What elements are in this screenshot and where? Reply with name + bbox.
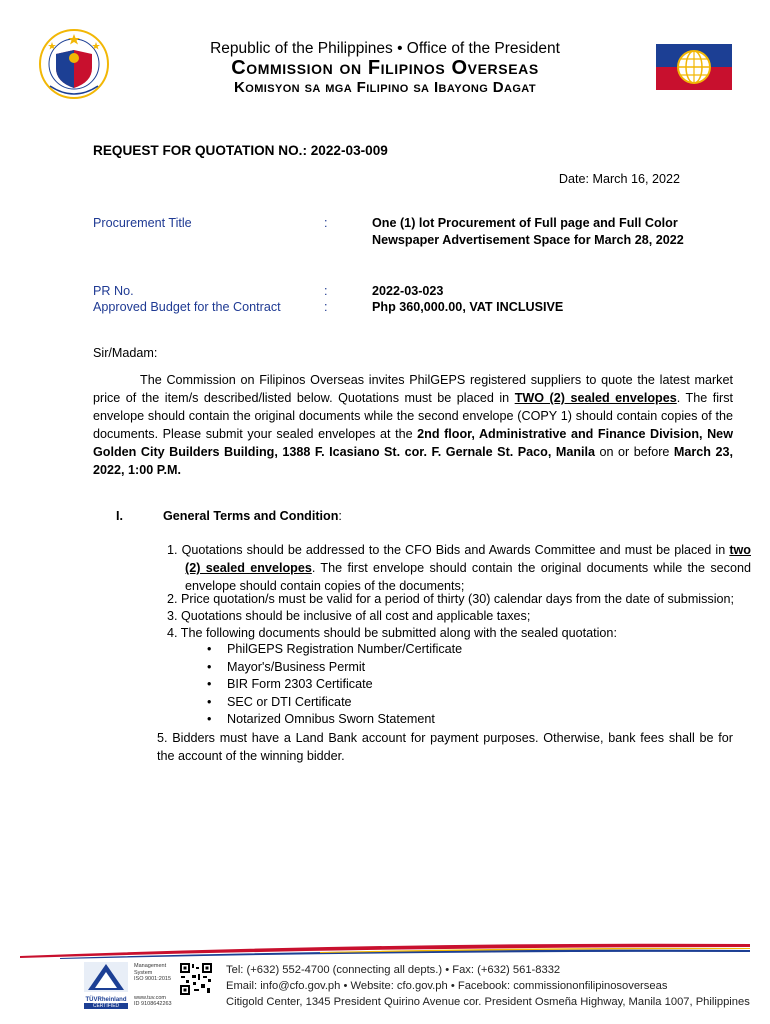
header-agency-filipino-name: Komisyon sa mga Filipino sa Ibayong Dagat bbox=[234, 79, 536, 96]
tuv-certified-label: CERTIFIED bbox=[84, 1003, 128, 1009]
tuv-detail-line: Management bbox=[134, 963, 167, 969]
field-colon: : bbox=[324, 300, 328, 314]
intro-text-1: The Commission on Filipinos Overseas invites PhilGEPS registered suppliers to quote the latest market price of the item/s described/listed below. Quotations must be placed in bbox=[93, 373, 733, 405]
footer-contact-online: Email: info@cfo.gov.ph • Website: cfo.gov.ph • Facebook: commissiononfilipinosoverseas bbox=[226, 980, 668, 992]
section-title-text: General Terms and Condition bbox=[163, 509, 339, 523]
tuv-detail-line: ISO 9001:2015 bbox=[134, 976, 172, 982]
tuv-detail-spacer bbox=[134, 983, 174, 995]
field-colon: : bbox=[324, 284, 328, 298]
term-1-text-a: 1. Quotations should be addressed to the CFO Bids and Awards Committee and must be placed in bbox=[167, 543, 730, 557]
footer-address: Citigold Center, 1345 President Quirino Avenue cor. President Osmeña Highway, Manila 1007, Philippines bbox=[226, 996, 750, 1008]
term-1-text-b: . The first envelope should contain the original documents while the second envelope should contain copies of the documents; bbox=[185, 561, 751, 593]
tuv-detail-line: www.tuv.com bbox=[134, 994, 166, 1001]
required-documents-list bbox=[203, 641, 623, 729]
term-item-1 bbox=[167, 541, 751, 595]
footer-swoosh-divider bbox=[20, 938, 750, 960]
qr-code bbox=[179, 962, 213, 996]
intro-text-3: on or before bbox=[595, 445, 674, 459]
salutation: Sir/Madam: bbox=[93, 346, 158, 360]
tuv-detail-line: ID 9108642263 bbox=[134, 1001, 172, 1007]
tuv-detail-line: System bbox=[134, 969, 153, 976]
document-date: Date: March 16, 2022 bbox=[558, 172, 680, 186]
term-item-5: 5. Bidders must have a Land Bank account for payment purposes. Otherwise, bank fees shall be for the account of the winning bidder. bbox=[157, 731, 733, 763]
header-agency-name: Commission on Filipinos Overseas bbox=[231, 57, 539, 79]
section-title-colon: : bbox=[338, 509, 342, 523]
intro-text-2: . The first envelope should contain the original documents while the second envelope (COPY 1) should contain copies of the documents. Please submit your sealed envelopes at the bbox=[93, 391, 733, 441]
intro-paragraph bbox=[93, 371, 733, 479]
pr-no-value: 2022-03-023 bbox=[372, 284, 444, 298]
field-colon: : bbox=[324, 216, 328, 230]
list-item: • Mayor's/Business Permit bbox=[203, 659, 623, 677]
section-numeral: I. bbox=[116, 509, 123, 523]
header-republic-line: Republic of the Philippines • Office of the President bbox=[210, 40, 560, 57]
section-title bbox=[163, 507, 342, 525]
philippine-seal-logo bbox=[38, 28, 110, 100]
tuv-triangle-icon bbox=[84, 962, 128, 992]
rfq-title: REQUEST FOR QUOTATION NO.: 2022-03-009 bbox=[93, 143, 388, 158]
term-item-2: 2. Price quotation/s must be valid for a period of thirty (30) calendar days from the date of submission; bbox=[167, 592, 735, 606]
tuv-details bbox=[134, 963, 174, 1008]
abc-value: Php 360,000.00, VAT INCLUSIVE bbox=[372, 300, 564, 314]
intro-deadline: March 23, 2022, 1:00 P.M. bbox=[93, 445, 733, 477]
abc-label: Approved Budget for the Contract bbox=[93, 300, 281, 314]
cfo-globe-logo bbox=[656, 44, 732, 90]
footer-contact-phone: Tel: (+632) 552-4700 (connecting all depts.) • Fax: (+632) 561-8332 bbox=[226, 964, 561, 976]
intro-sealed-envelopes: TWO (2) sealed envelopes bbox=[514, 391, 677, 405]
term-item-4: 4. The following documents should be submitted along with the sealed quotation: bbox=[167, 626, 617, 640]
list-item: • Notarized Omnibus Sworn Statement bbox=[203, 711, 623, 729]
pr-no-label: PR No. bbox=[93, 284, 134, 298]
term-1-sealed-envelopes: two (2) sealed envelopes bbox=[185, 543, 751, 575]
intro-submission-address: 2nd floor, Administrative and Finance Division, New Golden City Builders Building, 1388 F. Icasiano St. cor. F. Gernale St. Paco, Manila bbox=[93, 427, 733, 459]
term-item-3: 3. Quotations should be inclusive of all cost and applicable taxes; bbox=[167, 609, 531, 623]
list-item: • BIR Form 2303 Certificate bbox=[203, 676, 623, 694]
procurement-title-value-line2: Newspaper Advertisement Space for March 28, 2022 bbox=[372, 233, 684, 247]
procurement-title-label: Procurement Title bbox=[93, 216, 192, 230]
tuv-certification-logo bbox=[84, 962, 128, 1008]
tuv-brand: TÜVRheinland bbox=[85, 997, 127, 1003]
procurement-title-value-line1: One (1) lot Procurement of Full page and Full Color bbox=[372, 216, 678, 230]
list-item: • SEC or DTI Certificate bbox=[203, 694, 623, 712]
list-item: • PhilGEPS Registration Number/Certificate bbox=[203, 641, 623, 659]
